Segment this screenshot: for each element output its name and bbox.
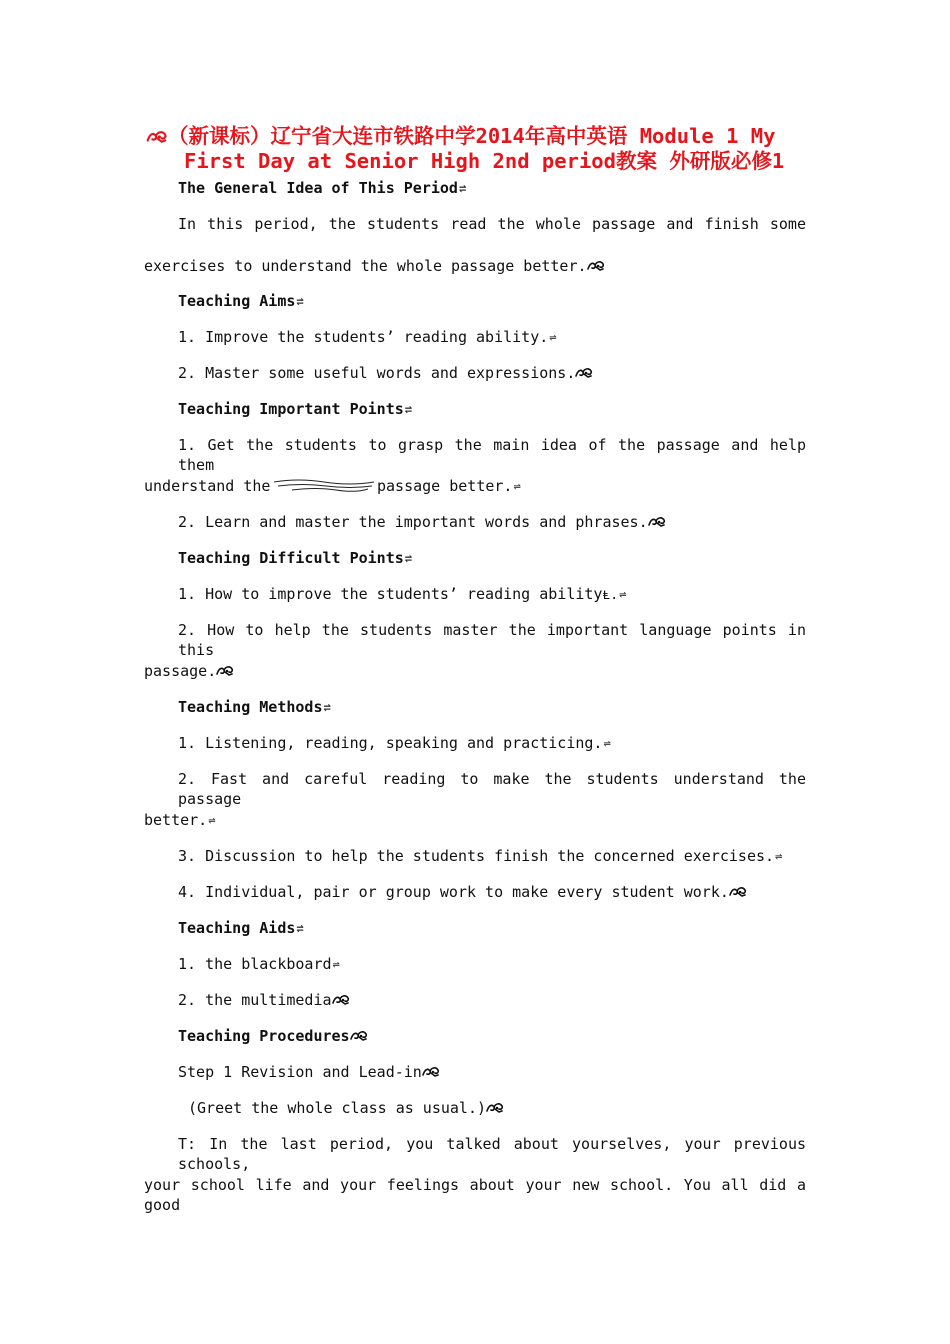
methods-item-1-text: 1. Listening, reading, speaking and practicing. [178,734,603,752]
paragraph-mark: ⇌ [775,849,783,863]
paragraph-mark: ⇌ [208,813,216,827]
general-idea-line-2-text: exercises to understand the whole passage better. [144,257,587,275]
difficult-item-1: 1. How to improve the students’ reading abilityⱠ.⇌ [178,585,627,603]
procedure-greet-text: (Greet the whole class as usual.) [188,1099,487,1117]
paragraph-mark: ⇌ [296,921,304,935]
dingbat-icon [332,994,350,1006]
paragraph-mark: ⇌ [513,479,521,493]
dingbat-icon [587,260,605,272]
important-item-2 [178,512,666,532]
paragraph-mark: ⇌ [296,294,304,308]
heading-teaching-procedures [178,1026,368,1046]
dingbat-icon [648,516,666,528]
paragraph-mark: ⇌ [458,181,467,195]
paragraph-mark: ⇌ [404,551,413,565]
aids-item-1 [178,954,340,974]
procedure-teacher-line-2: your school life and your feelings about your new school. You all did a good [144,1176,806,1214]
heading-teaching-aims-text: Teaching Aims [178,292,296,310]
dingbat-icon [729,886,747,898]
document-title [146,124,816,174]
difficult-item-2-line-2-text: passage. [144,662,217,680]
methods-item-2-line-2-text: better. [144,811,208,829]
title-line-1: （新课标）辽宁省大连市铁路中学2014年高中英语 Module 1 My [168,124,776,148]
important-item-1-line-2-end [377,476,521,496]
squiggle-scribble [272,478,376,494]
procedure-greet [188,1098,504,1118]
heading-difficult-points-text: Teaching Difficult Points [178,549,404,567]
dingbat-icon [350,1030,368,1042]
general-idea-line-1: In this period, the students read the whole passage and finish some [178,215,806,233]
important-item-1-line-2-start: understand the [144,477,271,495]
heading-difficult-points [178,548,412,568]
heading-important-points-text: Teaching Important Points [178,400,404,418]
heading-teaching-aids-text: Teaching Aids [178,919,296,937]
aids-item-1-text: 1. the blackboard [178,955,332,973]
paragraph-mark: ⇌ [332,957,340,971]
important-item-2-text: 2. Learn and master the important words and phrases. [178,513,648,531]
paragraph-mark: ⇌ [404,402,413,416]
aims-item-1 [178,327,557,347]
procedure-teacher-line-1: T: In the last period, you talked about yourselves, your previous schools, [178,1135,806,1173]
methods-item-2-line-2 [144,810,215,830]
heading-general-idea [178,178,466,198]
heading-teaching-aids [178,918,304,938]
methods-item-4-text: 4. Individual, pair or group work to make every student work. [178,883,729,901]
aims-item-2 [178,363,593,383]
methods-item-1 [178,733,611,753]
paragraph-mark: ⇌ [619,587,627,601]
paragraph-mark: ⇌ [549,330,557,344]
dingbat-icon [422,1066,440,1078]
important-item-1-line-1: 1. Get the students to grasp the main idea of the passage and help them [178,436,806,474]
methods-item-3 [178,846,782,866]
difficult-item-2-line-2 [144,661,234,681]
dingbat-icon [216,665,234,677]
heading-teaching-methods [178,697,331,717]
title-dingbat-icon [146,130,168,144]
paragraph-mark: ⇌ [603,736,611,750]
aims-item-1-text: 1. Improve the students’ reading ability. [178,328,549,346]
paragraph-mark: ⇌ [323,700,331,714]
heading-important-points [178,399,412,419]
heading-general-idea-text: The General Idea of This Period [178,179,458,197]
important-item-1-line-2-end-text: passage better. [377,477,513,495]
methods-item-2-line-1: 2. Fast and careful reading to make the students understand the passage [178,770,806,808]
general-idea-line-2 [144,256,605,276]
aids-item-2-text: 2. the multimedia [178,991,332,1009]
title-line-2: First Day at Senior High 2nd period教案 外研版必修1 [184,149,785,173]
procedure-step-1-text: Step 1 Revision and Lead-in [178,1063,422,1081]
procedure-step-1 [178,1062,440,1082]
methods-item-4 [178,882,747,902]
heading-teaching-procedures-text: Teaching Procedures [178,1027,350,1045]
heading-teaching-methods-text: Teaching Methods [178,698,323,716]
difficult-item-2-line-1: 2. How to help the students master the important language points in this [178,621,806,659]
aids-item-2 [178,990,350,1010]
dingbat-icon [486,1102,504,1114]
aims-item-2-text: 2. Master some useful words and expressions. [178,364,576,382]
heading-teaching-aims [178,291,304,311]
dingbat-icon [575,367,593,379]
difficult-item-1-text: 1. How to improve the students’ reading ability [178,585,603,603]
methods-item-3-text: 3. Discussion to help the students finish the concerned exercises. [178,847,775,865]
